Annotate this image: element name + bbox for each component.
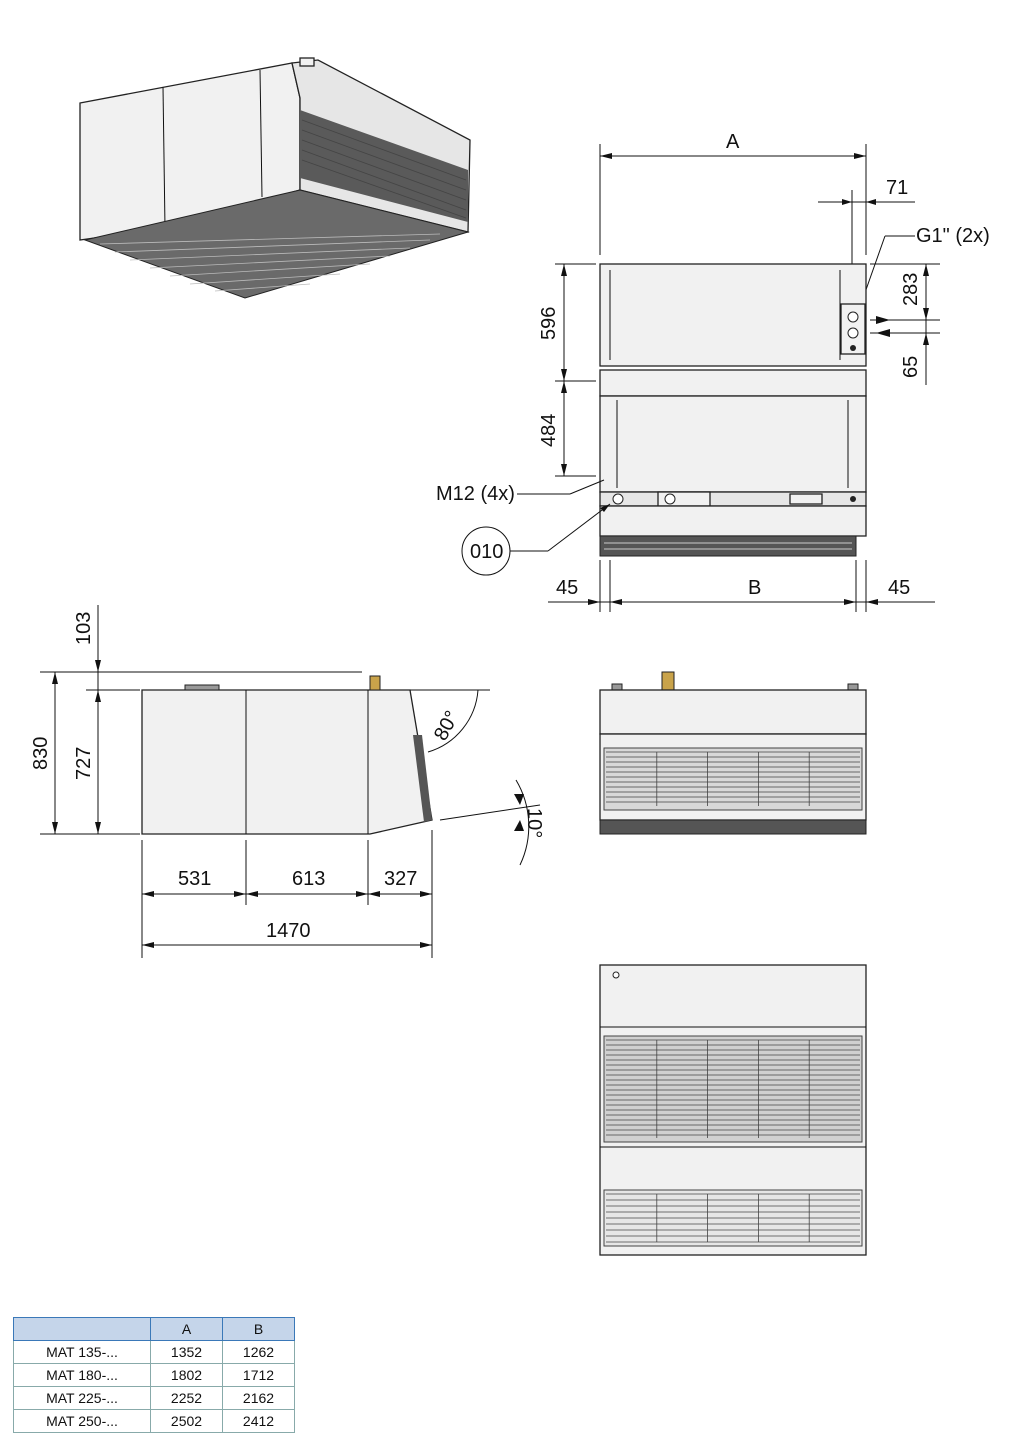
table-cell-model: MAT 135-... (14, 1341, 151, 1364)
dim-b-label: B (748, 577, 762, 599)
dim-830-label: 830 (30, 736, 52, 770)
dim-45-right-label: 45 (888, 577, 911, 599)
isometric-view (80, 58, 470, 298)
dimension-table (13, 1317, 295, 1433)
side-view (30, 605, 545, 958)
table-cell-a: 1802 (151, 1364, 223, 1387)
thread-g1-label: G1" (2x) (916, 225, 990, 247)
table-header-b: B (223, 1318, 295, 1341)
dim-1470-label: 1470 (266, 920, 311, 942)
table-cell-b: 2412 (223, 1410, 295, 1433)
angle-80-label: 80° (429, 707, 464, 745)
front-view (600, 672, 866, 834)
dim-727-label: 727 (73, 746, 95, 780)
dim-327-label: 327 (384, 868, 418, 890)
table-header-a: A (151, 1318, 223, 1341)
dim-71-label: 71 (886, 177, 909, 199)
table-cell-a: 1352 (151, 1341, 223, 1364)
top-view (436, 131, 990, 612)
angle-10-label: 10° (523, 808, 545, 839)
table-cell-b: 1262 (223, 1341, 295, 1364)
callout-010-label: 010 (470, 541, 504, 563)
table-cell-b: 1712 (223, 1364, 295, 1387)
table-row (14, 1410, 295, 1433)
dim-283-label: 283 (900, 272, 922, 306)
dim-103-label: 103 (73, 611, 95, 645)
bottom-view (600, 965, 866, 1255)
table-cell-a: 2502 (151, 1410, 223, 1433)
dim-45-left-label: 45 (556, 577, 579, 599)
table-row (14, 1341, 295, 1364)
table-cell-model: MAT 250-... (14, 1410, 151, 1433)
dim-65-label: 65 (900, 355, 922, 378)
thread-m12-label: M12 (4x) (436, 483, 515, 505)
table-header-model (14, 1318, 151, 1341)
table-cell-b: 2162 (223, 1387, 295, 1410)
dim-613-label: 613 (292, 868, 326, 890)
dim-a-label: A (726, 131, 740, 153)
table-row (14, 1387, 295, 1410)
table-cell-model: MAT 180-... (14, 1364, 151, 1387)
table-row (14, 1364, 295, 1387)
dim-484-label: 484 (538, 413, 560, 447)
dim-531-label: 531 (178, 868, 212, 890)
table-cell-a: 2252 (151, 1387, 223, 1410)
table-cell-model: MAT 225-... (14, 1387, 151, 1410)
dim-596-label: 596 (538, 306, 560, 340)
table-header-row (14, 1318, 295, 1341)
